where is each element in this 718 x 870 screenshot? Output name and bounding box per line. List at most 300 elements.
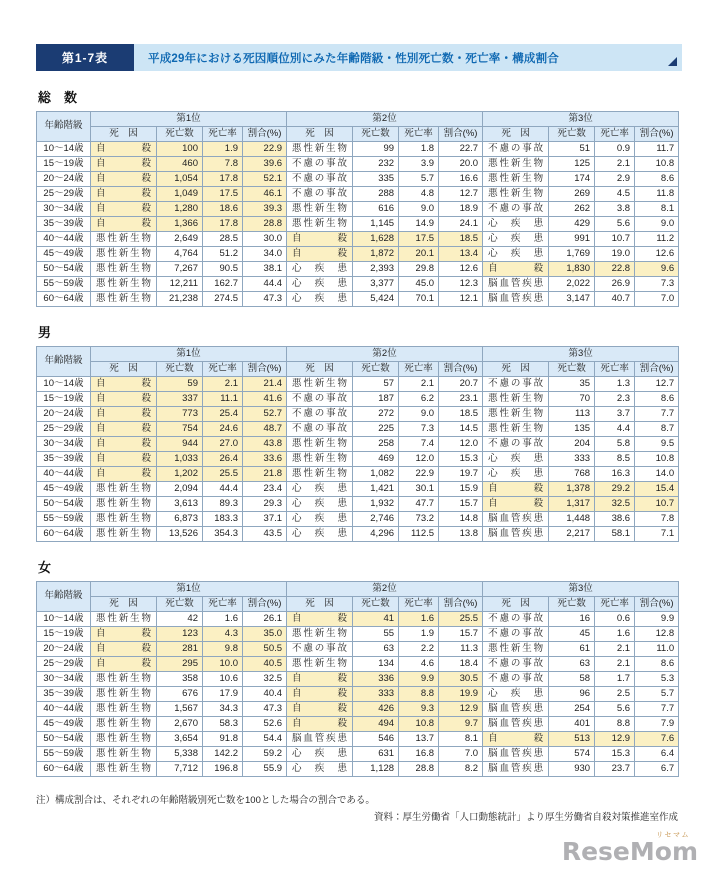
rate-cell: 9.3	[399, 702, 439, 717]
cause-cell: 不慮の事故	[483, 142, 549, 157]
pct-cell: 29.3	[243, 497, 287, 512]
cause-cell: 心疾患	[287, 482, 353, 497]
cause-cell: 悪性新生物	[91, 762, 157, 777]
cause-cell: 心疾患	[483, 452, 549, 467]
cause-cell: 不慮の事故	[483, 377, 549, 392]
deaths-cell: 125	[549, 157, 595, 172]
age-cell: 30～34歳	[37, 437, 91, 452]
rate-cell: 2.1	[399, 377, 439, 392]
pct-cell: 43.5	[243, 527, 287, 542]
deaths-cell: 1,769	[549, 247, 595, 262]
col-pct-header: 割合(%)	[439, 597, 483, 612]
deaths-cell: 337	[157, 392, 203, 407]
pct-cell: 18.5	[439, 232, 483, 247]
col-cause-header: 死 因	[483, 127, 549, 142]
cause-cell: 自殺	[483, 262, 549, 277]
cause-cell: 自殺	[91, 422, 157, 437]
pct-cell: 28.8	[243, 217, 287, 232]
deaths-cell: 1,317	[549, 497, 595, 512]
rate-cell: 91.8	[203, 732, 243, 747]
age-cell: 25～29歳	[37, 657, 91, 672]
table-row	[37, 467, 679, 482]
cause-cell: 不慮の事故	[287, 187, 353, 202]
deaths-cell: 57	[353, 377, 399, 392]
deaths-cell: 6,873	[157, 512, 203, 527]
cause-cell: 自殺	[91, 657, 157, 672]
deaths-cell: 2,022	[549, 277, 595, 292]
col-cause-header: 死 因	[91, 362, 157, 377]
cause-cell: 心疾患	[287, 762, 353, 777]
table-row	[37, 702, 679, 717]
deaths-cell: 358	[157, 672, 203, 687]
deaths-cell: 631	[353, 747, 399, 762]
deaths-cell: 100	[157, 142, 203, 157]
table-header	[37, 582, 679, 612]
deaths-cell: 1,128	[353, 762, 399, 777]
pct-cell: 34.0	[243, 247, 287, 262]
rate-cell: 274.5	[203, 292, 243, 307]
cause-cell: 不慮の事故	[287, 407, 353, 422]
cause-cell: 脳血管疾患	[287, 732, 353, 747]
age-cell: 30～34歳	[37, 672, 91, 687]
pct-cell: 7.8	[635, 512, 679, 527]
cause-cell: 心疾患	[483, 217, 549, 232]
pct-cell: 15.7	[439, 497, 483, 512]
cause-cell: 悪性新生物	[91, 512, 157, 527]
deaths-cell: 1,448	[549, 512, 595, 527]
cause-cell: 不慮の事故	[287, 172, 353, 187]
rate-cell: 23.7	[595, 762, 635, 777]
pct-cell: 47.3	[243, 292, 287, 307]
pct-cell: 7.0	[439, 747, 483, 762]
cause-cell: 自殺	[287, 672, 353, 687]
rate-cell: 38.6	[595, 512, 635, 527]
cause-cell: 悪性新生物	[91, 747, 157, 762]
pct-cell: 14.8	[439, 512, 483, 527]
rate-cell: 8.8	[595, 717, 635, 732]
cause-cell: 悪性新生物	[287, 202, 353, 217]
table-row	[37, 157, 679, 172]
rate-cell: 5.6	[595, 217, 635, 232]
pct-cell: 10.7	[635, 497, 679, 512]
deaths-cell: 113	[549, 407, 595, 422]
rate-cell: 2.1	[595, 642, 635, 657]
pct-cell: 14.5	[439, 422, 483, 437]
deaths-cell: 21,238	[157, 292, 203, 307]
pct-cell: 11.0	[635, 642, 679, 657]
cause-cell: 自殺	[91, 452, 157, 467]
cause-cell: 悪性新生物	[483, 157, 549, 172]
age-cell: 35～39歳	[37, 452, 91, 467]
rate-cell: 6.2	[399, 392, 439, 407]
pct-cell: 26.1	[243, 612, 287, 627]
deaths-cell: 135	[549, 422, 595, 437]
pct-cell: 12.6	[439, 262, 483, 277]
rate-cell: 9.9	[399, 672, 439, 687]
pct-cell: 39.6	[243, 157, 287, 172]
table-row	[37, 497, 679, 512]
pct-cell: 40.4	[243, 687, 287, 702]
rate-cell: 10.0	[203, 657, 243, 672]
cause-cell: 自殺	[287, 687, 353, 702]
table-female	[36, 581, 679, 777]
cause-cell: 不慮の事故	[287, 392, 353, 407]
cause-cell: 心疾患	[287, 527, 353, 542]
deaths-cell: 295	[157, 657, 203, 672]
age-cell: 15～19歳	[37, 627, 91, 642]
col-pct-header: 割合(%)	[635, 362, 679, 377]
deaths-cell: 5,424	[353, 292, 399, 307]
pct-cell: 12.7	[635, 377, 679, 392]
rank1-header: 第1位	[91, 112, 287, 127]
deaths-cell: 272	[353, 407, 399, 422]
col-age-header: 年齢階級	[37, 112, 91, 142]
rank1-header: 第1位	[91, 347, 287, 362]
rate-cell: 3.7	[595, 407, 635, 422]
table-row	[37, 262, 679, 277]
cause-cell: 不慮の事故	[483, 672, 549, 687]
table-row	[37, 657, 679, 672]
deaths-cell: 12,211	[157, 277, 203, 292]
rate-cell: 7.4	[399, 437, 439, 452]
table-row	[37, 687, 679, 702]
rank3-header: 第3位	[483, 112, 679, 127]
cause-cell: 心疾患	[287, 277, 353, 292]
rate-cell: 15.3	[595, 747, 635, 762]
age-cell: 20～24歳	[37, 172, 91, 187]
deaths-cell: 58	[549, 672, 595, 687]
pct-cell: 9.0	[635, 217, 679, 232]
deaths-cell: 616	[353, 202, 399, 217]
deaths-cell: 2,094	[157, 482, 203, 497]
deaths-cell: 546	[353, 732, 399, 747]
rate-cell: 17.5	[399, 232, 439, 247]
rate-cell: 73.2	[399, 512, 439, 527]
cause-cell: 悪性新生物	[483, 422, 549, 437]
cause-cell: 脳血管疾患	[483, 762, 549, 777]
deaths-cell: 768	[549, 467, 595, 482]
age-cell: 60～64歳	[37, 292, 91, 307]
deaths-cell: 281	[157, 642, 203, 657]
col-cause-header: 死 因	[483, 597, 549, 612]
table-row	[37, 142, 679, 157]
rank2-header: 第2位	[287, 582, 483, 597]
deaths-cell: 1,366	[157, 217, 203, 232]
rate-cell: 17.5	[203, 187, 243, 202]
pct-cell: 8.1	[439, 732, 483, 747]
col-deaths-header: 死亡数	[353, 597, 399, 612]
deaths-cell: 262	[549, 202, 595, 217]
age-cell: 10～14歳	[37, 612, 91, 627]
cause-cell: 自殺	[91, 377, 157, 392]
table-row	[37, 377, 679, 392]
deaths-cell: 3,613	[157, 497, 203, 512]
deaths-cell: 254	[549, 702, 595, 717]
cause-cell: 自殺	[91, 172, 157, 187]
pct-cell: 35.0	[243, 627, 287, 642]
cause-cell: 不慮の事故	[287, 422, 353, 437]
deaths-cell: 333	[353, 687, 399, 702]
cause-cell: 悪性新生物	[91, 482, 157, 497]
col-pct-header: 割合(%)	[635, 127, 679, 142]
resemom-logo-text: ReseMom	[561, 837, 698, 866]
pct-cell: 18.9	[439, 202, 483, 217]
pct-cell: 9.7	[439, 717, 483, 732]
col-rate-header: 死亡率	[595, 597, 635, 612]
table-row	[37, 627, 679, 642]
cause-cell: 脳血管疾患	[483, 277, 549, 292]
cause-cell: 悪性新生物	[287, 627, 353, 642]
deaths-cell: 258	[353, 437, 399, 452]
pct-cell: 30.5	[439, 672, 483, 687]
deaths-cell: 41	[353, 612, 399, 627]
deaths-cell: 232	[353, 157, 399, 172]
rate-cell: 2.1	[595, 157, 635, 172]
rate-cell: 1.6	[203, 612, 243, 627]
col-age-header: 年齢階級	[37, 582, 91, 612]
col-deaths-header: 死亡数	[157, 597, 203, 612]
col-deaths-header: 死亡数	[353, 127, 399, 142]
rate-cell: 24.6	[203, 422, 243, 437]
rate-cell: 28.8	[399, 762, 439, 777]
pct-cell: 7.7	[635, 702, 679, 717]
deaths-cell: 174	[549, 172, 595, 187]
pct-cell: 13.8	[439, 527, 483, 542]
cause-cell: 悪性新生物	[91, 247, 157, 262]
deaths-cell: 59	[157, 377, 203, 392]
deaths-cell: 96	[549, 687, 595, 702]
deaths-cell: 2,217	[549, 527, 595, 542]
deaths-cell: 333	[549, 452, 595, 467]
rate-cell: 9.8	[203, 642, 243, 657]
deaths-cell: 55	[353, 627, 399, 642]
rate-cell: 26.4	[203, 452, 243, 467]
table-male	[36, 346, 679, 542]
col-deaths-header: 死亡数	[549, 362, 595, 377]
pct-cell: 12.0	[439, 437, 483, 452]
cause-cell: 自殺	[91, 142, 157, 157]
age-cell: 55～59歳	[37, 512, 91, 527]
cause-cell: 自殺	[287, 232, 353, 247]
cause-cell: 悪性新生物	[287, 217, 353, 232]
cause-cell: 悪性新生物	[91, 497, 157, 512]
cause-cell: 悪性新生物	[483, 642, 549, 657]
rate-cell: 10.6	[203, 672, 243, 687]
cause-cell: 悪性新生物	[483, 392, 549, 407]
col-cause-header: 死 因	[483, 362, 549, 377]
pct-cell: 50.5	[243, 642, 287, 657]
rate-cell: 70.1	[399, 292, 439, 307]
section-label-total: 総 数	[38, 90, 78, 105]
cause-cell: 自殺	[91, 467, 157, 482]
age-cell: 35～39歳	[37, 217, 91, 232]
pct-cell: 12.9	[439, 702, 483, 717]
cause-cell: 自殺	[91, 407, 157, 422]
age-cell: 40～44歳	[37, 467, 91, 482]
age-cell: 35～39歳	[37, 687, 91, 702]
section-male	[36, 322, 682, 542]
pct-cell: 19.7	[439, 467, 483, 482]
rate-cell: 32.5	[595, 497, 635, 512]
col-rate-header: 死亡率	[203, 127, 243, 142]
deaths-cell: 7,712	[157, 762, 203, 777]
pct-cell: 11.7	[635, 142, 679, 157]
table-row	[37, 672, 679, 687]
col-pct-header: 割合(%)	[635, 597, 679, 612]
rate-cell: 1.6	[399, 612, 439, 627]
col-deaths-header: 死亡数	[549, 597, 595, 612]
cause-cell: 悪性新生物	[483, 187, 549, 202]
rate-cell: 4.4	[595, 422, 635, 437]
age-cell: 40～44歳	[37, 702, 91, 717]
cause-cell: 不慮の事故	[483, 657, 549, 672]
deaths-cell: 773	[157, 407, 203, 422]
col-rate-header: 死亡率	[399, 597, 439, 612]
col-pct-header: 割合(%)	[439, 127, 483, 142]
cause-cell: 心疾患	[483, 247, 549, 262]
pct-cell: 9.9	[635, 612, 679, 627]
deaths-cell: 99	[353, 142, 399, 157]
pct-cell: 38.1	[243, 262, 287, 277]
cause-cell: 自殺	[287, 612, 353, 627]
deaths-cell: 13,526	[157, 527, 203, 542]
col-cause-header: 死 因	[91, 127, 157, 142]
rate-cell: 16.8	[399, 747, 439, 762]
table-row	[37, 277, 679, 292]
pct-cell: 41.6	[243, 392, 287, 407]
rate-cell: 28.5	[203, 232, 243, 247]
deaths-cell: 3,377	[353, 277, 399, 292]
table-row	[37, 247, 679, 262]
rate-cell: 2.3	[595, 392, 635, 407]
pct-cell: 33.6	[243, 452, 287, 467]
rate-cell: 183.3	[203, 512, 243, 527]
rate-cell: 34.3	[203, 702, 243, 717]
cause-cell: 自殺	[287, 247, 353, 262]
rate-cell: 22.9	[399, 467, 439, 482]
footnotes	[36, 792, 678, 823]
cause-cell: 悪性新生物	[91, 527, 157, 542]
cause-cell: 脳血管疾患	[483, 512, 549, 527]
rate-cell: 2.2	[399, 642, 439, 657]
pct-cell: 13.4	[439, 247, 483, 262]
deaths-cell: 134	[353, 657, 399, 672]
cause-cell: 自殺	[483, 497, 549, 512]
deaths-cell: 991	[549, 232, 595, 247]
pct-cell: 9.5	[635, 437, 679, 452]
pct-cell: 15.9	[439, 482, 483, 497]
rate-cell: 1.9	[399, 627, 439, 642]
pct-cell: 54.4	[243, 732, 287, 747]
cause-cell: 心疾患	[483, 232, 549, 247]
rate-cell: 1.8	[399, 142, 439, 157]
cause-cell: 心疾患	[483, 467, 549, 482]
pct-cell: 12.6	[635, 247, 679, 262]
deaths-cell: 16	[549, 612, 595, 627]
col-deaths-header: 死亡数	[353, 362, 399, 377]
section-female	[36, 557, 682, 777]
rate-cell: 25.4	[203, 407, 243, 422]
age-cell: 25～29歳	[37, 422, 91, 437]
col-cause-header: 死 因	[91, 597, 157, 612]
pct-cell: 48.7	[243, 422, 287, 437]
rate-cell: 1.7	[595, 672, 635, 687]
pct-cell: 11.2	[635, 232, 679, 247]
cause-cell: 自殺	[91, 392, 157, 407]
rate-cell: 1.3	[595, 377, 635, 392]
rate-cell: 10.8	[399, 717, 439, 732]
age-cell: 15～19歳	[37, 392, 91, 407]
rate-cell: 58.1	[595, 527, 635, 542]
cause-cell: 悪性新生物	[91, 292, 157, 307]
cause-cell: 心疾患	[287, 262, 353, 277]
pct-cell: 32.5	[243, 672, 287, 687]
deaths-cell: 1,082	[353, 467, 399, 482]
table-row	[37, 292, 679, 307]
cause-cell: 自殺	[287, 717, 353, 732]
cause-cell: 不慮の事故	[287, 157, 353, 172]
pct-cell: 21.4	[243, 377, 287, 392]
section-label-male: 男	[38, 325, 52, 340]
rate-cell: 7.8	[203, 157, 243, 172]
age-cell: 50～54歳	[37, 497, 91, 512]
rate-cell: 5.6	[595, 702, 635, 717]
pct-cell: 43.8	[243, 437, 287, 452]
age-cell: 20～24歳	[37, 407, 91, 422]
table-row	[37, 392, 679, 407]
deaths-cell: 1,049	[157, 187, 203, 202]
age-cell: 60～64歳	[37, 762, 91, 777]
cause-cell: 悪性新生物	[91, 277, 157, 292]
col-pct-header: 割合(%)	[243, 362, 287, 377]
pct-cell: 24.1	[439, 217, 483, 232]
pct-cell: 7.0	[635, 292, 679, 307]
cause-cell: 心疾患	[483, 687, 549, 702]
pct-cell: 14.0	[635, 467, 679, 482]
resemom-logo	[562, 832, 698, 864]
pct-cell: 7.1	[635, 527, 679, 542]
rate-cell: 10.7	[595, 232, 635, 247]
pct-cell: 52.7	[243, 407, 287, 422]
pct-cell: 22.7	[439, 142, 483, 157]
table-row	[37, 527, 679, 542]
pct-cell: 15.7	[439, 627, 483, 642]
rate-cell: 12.0	[399, 452, 439, 467]
rate-cell: 25.5	[203, 467, 243, 482]
deaths-cell: 187	[353, 392, 399, 407]
pct-cell: 39.3	[243, 202, 287, 217]
pct-cell: 20.7	[439, 377, 483, 392]
table-row	[37, 512, 679, 527]
cause-cell: 悪性新生物	[287, 437, 353, 452]
deaths-cell: 2,649	[157, 232, 203, 247]
rank3-header: 第3位	[483, 347, 679, 362]
col-age-header: 年齢階級	[37, 347, 91, 377]
deaths-cell: 35	[549, 377, 595, 392]
pct-cell: 44.4	[243, 277, 287, 292]
cause-cell: 自殺	[91, 627, 157, 642]
rate-cell: 45.0	[399, 277, 439, 292]
deaths-cell: 269	[549, 187, 595, 202]
table-row	[37, 482, 679, 497]
deaths-cell: 494	[353, 717, 399, 732]
deaths-cell: 1,628	[353, 232, 399, 247]
pct-cell: 18.5	[439, 407, 483, 422]
rate-cell: 13.7	[399, 732, 439, 747]
deaths-cell: 4,296	[353, 527, 399, 542]
rate-cell: 5.7	[399, 172, 439, 187]
pct-cell: 9.6	[635, 262, 679, 277]
